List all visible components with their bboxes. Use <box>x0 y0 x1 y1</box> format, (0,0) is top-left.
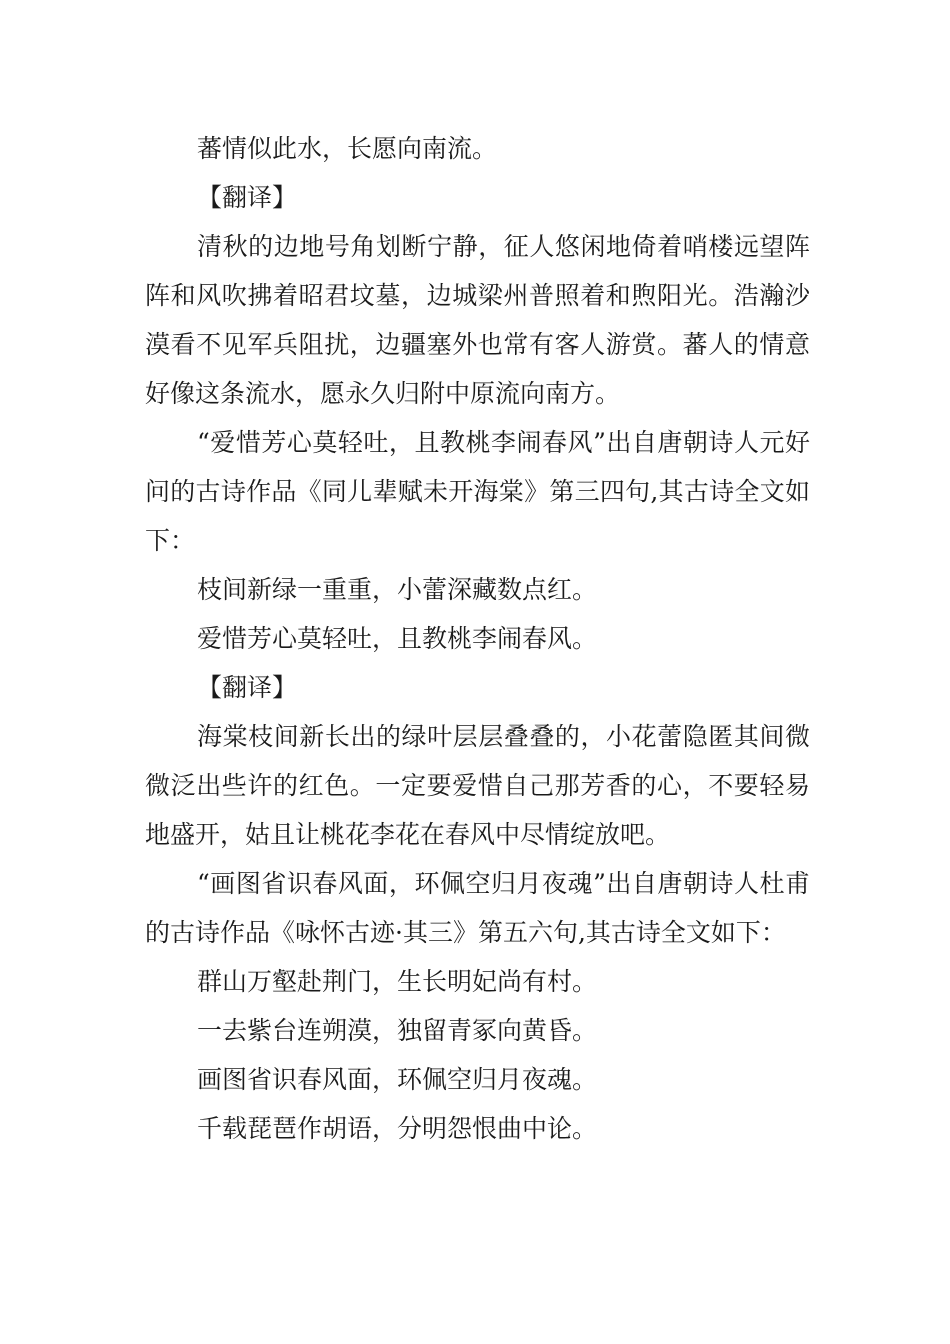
translation-paragraph: 海棠枝间新长出的绿叶层层叠叠的，小花蕾隐匿其间微微泛出些许的红色。一定要爱惜自己那芳香的心，不要轻易地盛开，姑且让桃花李花在春风中尽情绽放吧。 <box>145 722 810 849</box>
translation-heading: 【翻译】 <box>197 673 298 702</box>
poem-intro-paragraph: “爱惜芳心莫轻吐，且教桃李闹春风”出自唐朝诗人元好问的古诗作品《同儿辈赋未开海棠》第三四句,其古诗全文如下： <box>145 428 810 555</box>
verse-line: 蕃情似此水，长愿向南流。 <box>197 134 498 163</box>
poem-intro-paragraph: “画图省识春风面，环佩空归月夜魂”出自唐朝诗人杜甫的古诗作品《咏怀古迹·其三》第五六句,其古诗全文如下： <box>145 869 810 947</box>
verse-line: 群山万壑赴荆门，生长明妃尚有村。 <box>197 967 598 996</box>
verse-line: 一去紫台连朔漠，独留青冢向黄昏。 <box>197 1016 598 1045</box>
document-body <box>145 124 810 1153</box>
verse-line: 枝间新绿一重重，小蕾深藏数点红。 <box>197 575 598 604</box>
verse-line: 爱惜芳心莫轻吐，且教桃李闹春风。 <box>197 624 598 653</box>
verse-line: 画图省识春风面，环佩空归月夜魂。 <box>197 1065 598 1094</box>
translation-paragraph: 清秋的边地号角划断宁静，征人悠闲地倚着哨楼远望阵阵和风吹拂着昭君坟墓，边城梁州普照着和煦阳光。浩瀚沙漠看不见军兵阻扰，边疆塞外也常有客人游赏。蕃人的情意好像这条流水，愿永久归附中原流向南方。 <box>145 232 810 408</box>
translation-heading: 【翻译】 <box>197 183 298 212</box>
verse-line: 千载琵琶作胡语，分明怨恨曲中论。 <box>197 1114 598 1143</box>
